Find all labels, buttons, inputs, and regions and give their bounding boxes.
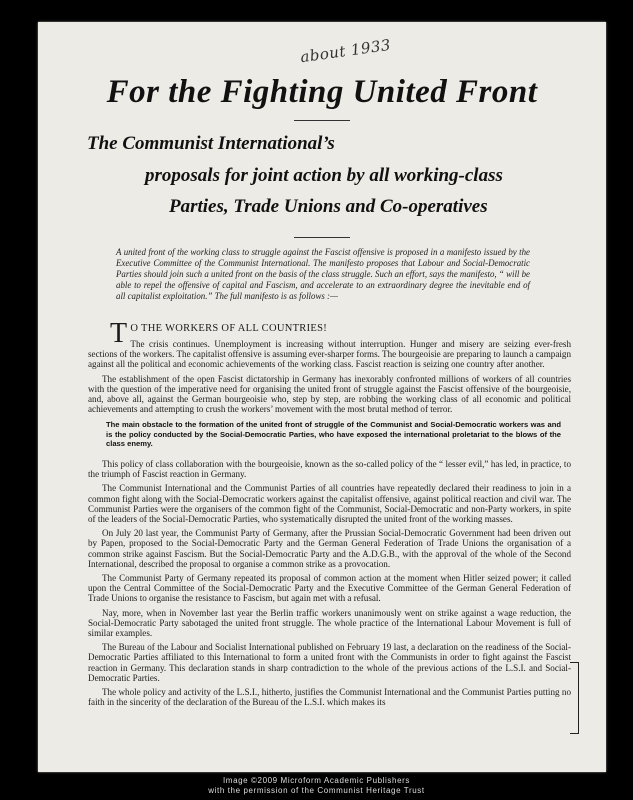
paragraph: On July 20 last year, the Communist Party of Germany, after the Prussian Social-Democratic Government had been driven out by Papen, proposed to the Social-Democratic Party and the German General Federation of Trade Unions the organisation of a common strike against Fascism. But the Social-Democratic Party and the A.D.G.B., with the approval of the whole of the Second International, described the proposal to organise a common strike as a provocation. <box>88 528 571 569</box>
greeting-text: O THE WORKERS OF ALL COUNTRIES! <box>130 323 328 334</box>
credit-line-2: with the permission of the Communist Heritage Trust <box>208 786 425 795</box>
subtitle-divider <box>294 237 350 238</box>
paragraph: Nay, more, when in November last year the Berlin traffic workers unanimously went on strike against a wage reduction, the Social-Democratic Party sabotaged the united front struggle. The whole practice of the International Labour Movement is full of similar examples. <box>88 607 571 638</box>
subtitle-line-3: Parties, Trade Unions and Co-operatives <box>169 196 488 217</box>
document-page <box>38 22 606 772</box>
handwritten-date-note: about 1933 <box>299 35 393 67</box>
subtitle-line-2: proposals for joint action by all working-class <box>145 165 503 186</box>
margin-bracket-mark <box>570 662 579 734</box>
document-title: For the Fighting United Front <box>106 74 538 110</box>
paragraph-crisis: The crisis continues. Unemployment is increasing without interruption. Hunger and misery are seizing ever-fresh sections of the workers. The capitalist offensive is assuming ever-sharper forms. The bourgeoisie are preparing to launch a campaign against all the political and economic achievements of the working class. Fascist reaction is seizing one country after another. <box>88 339 571 370</box>
drop-cap: T <box>110 318 128 349</box>
intro-paragraph: A united front of the working class to struggle against the Fascist offensive is proposed in a manifesto issued by the Executive Committee of the Communist International. The manifesto proposes that Labour and Social-Democratic Parties should join such a united front on the basis of the class struggle. Such an effort, says the manifesto, “ will be able to repel the offensive of capital and Fascism, and accelerate to an extraordinary degree the inevitable end of all capitalist exploitation.” The full manifesto is as follows :— <box>116 247 530 301</box>
title-divider <box>294 120 350 121</box>
paragraph: The Bureau of the Labour and Socialist International published on February 19 last, a declaration on the readiness of the Social-Democratic Parties affiliated to this International to form a united front with the Communists in order to fight against the Fascist reaction in Germany. This declaration stands in sharp contradiction to the whole of the previous actions of the L.S.I. and Social-Democratic Parties. <box>88 642 571 683</box>
paragraph: The whole policy and activity of the L.S.I., hitherto, justifies the Communist International and the Communist Parties putting no faith in the sincerity of the declaration of the Bureau of the L.S.I. which makes its <box>88 686 571 708</box>
paragraph: The Communist International and the Communist Parties of all countries have repeatedly declared their readiness to join in a common fight along with the Social-Democratic workers against the capitalist offensive, against political reaction and civil war. The Communist Parties were the organisers of the common fight of the Communist, Social-Democratic and non-Party workers, in spite of the leaders of the Social-Democratic Parties, who systematically disrupted the united front of the working masses. <box>88 483 571 524</box>
subtitle-line-1: The Communist International’s <box>87 133 335 154</box>
manifesto-body <box>88 318 571 711</box>
paragraph-fascist-dictatorship: The establishment of the open Fascist dictatorship in Germany has inexorably confronted millions of workers of all countries with the question of the imperative need for organising the united front of struggle against the Fascist offensive of the bourgeoisie, and, above all, against the German bourgeoisie who, step by step, are robbing the working class of all economic and political achievements and attempting to crush the workers’ movement with the most brutal method of terror. <box>88 373 571 415</box>
greeting <box>88 318 571 349</box>
emphasized-statement: The main obstacle to the formation of the united front of struggle of the Communist and Social-Democratic workers was and is the policy conducted by the Social-Democratic Parties, who have exposed the international proletariat to the blows of the class enemy. <box>106 420 561 449</box>
credit-line-1: Image ©2009 Microform Academic Publishers <box>222 776 410 785</box>
image-credit <box>0 776 633 796</box>
paragraph: The Communist Party of Germany repeated its proposal of common action at the moment when Hitler seized power; it called upon the Central Committee of the Social-Democratic Party and the Executive Committee of the German General Federation of Trade Unions to organise the resistance to Fascism, but again met with a refusal. <box>88 572 571 604</box>
paragraph: This policy of class collaboration with the bourgeoisie, known as the so-called policy of the “ lesser evil,” has led, in practice, to the triumph of Fascist reaction in Germany. <box>88 458 571 480</box>
